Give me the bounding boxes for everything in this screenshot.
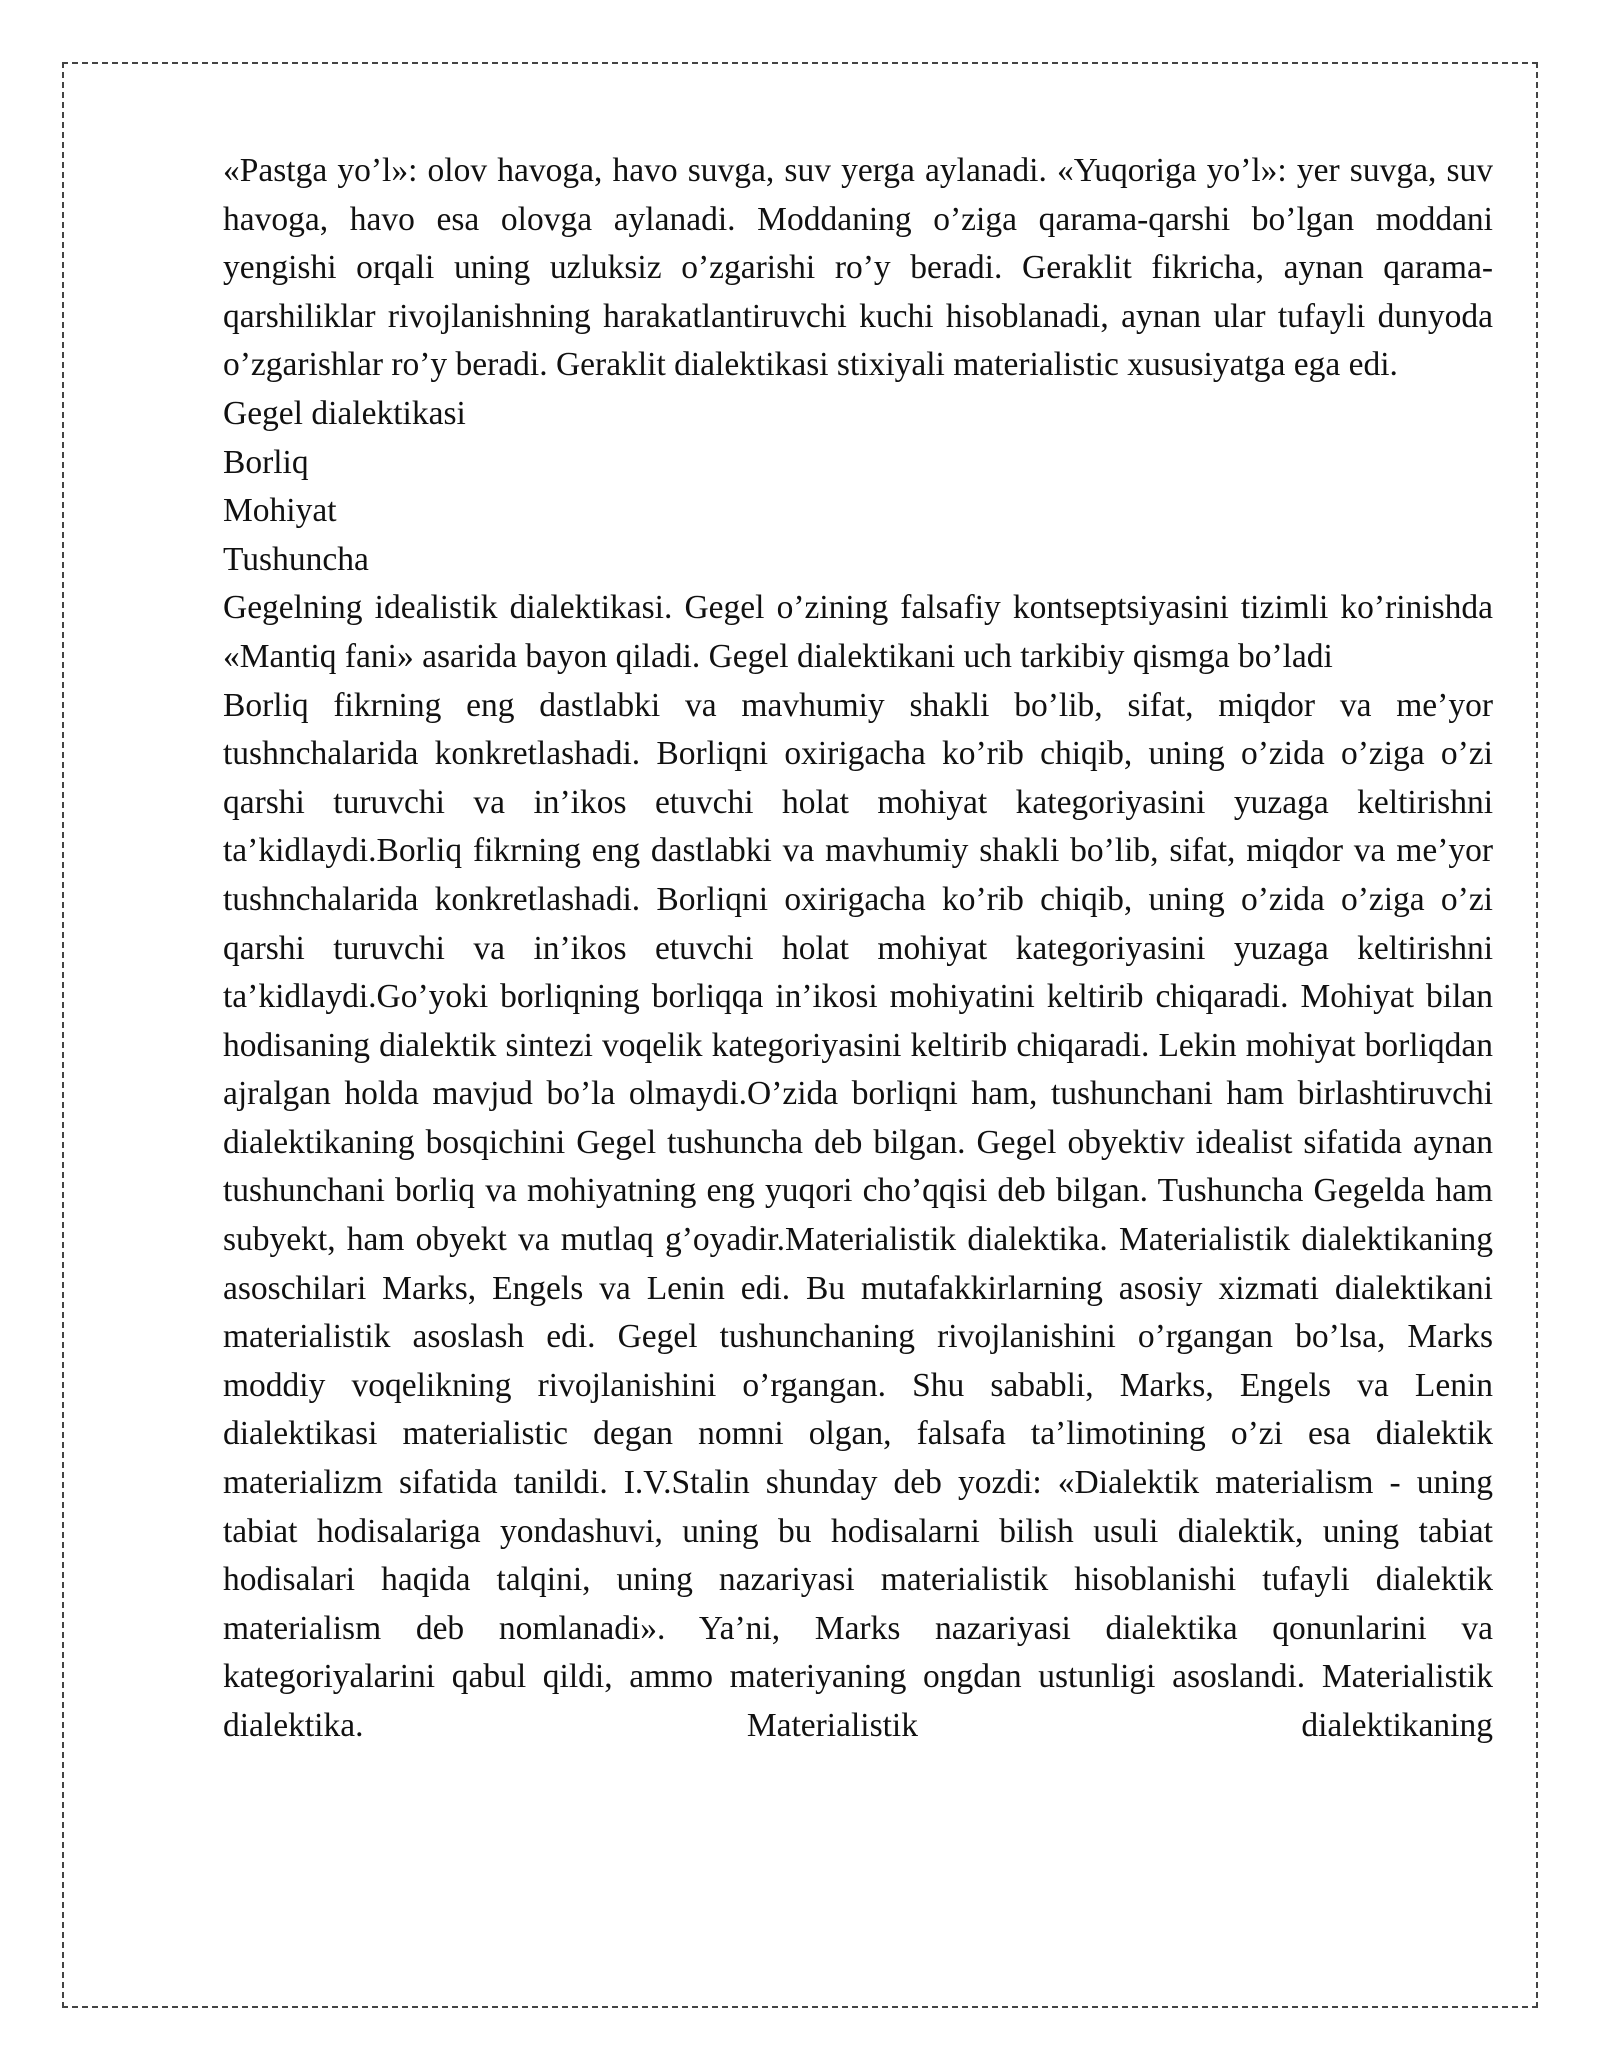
list-item-tushuncha: Tushuncha (223, 540, 369, 578)
paragraph-intro: «Pastga yo’l»: olov havoga, havo suvga, suv yerga aylanadi. «Yuqoriga yo’l»: yer suvga, suv havoga, havo esa olovga aylanadi. Moddaning o’ziga qarama-qarshi bo’lgan moddani yengishi orqali uning uzluksiz o’zgarishi ro’y beradi. Geraklit fikricha, aynan qarama-qarshiliklar rivojlanishning harakatlantiruvchi kuchi hisoblanadi, aynan ular tufayli dunyoda o’zgarishlar ro’y beradi. Geraklit dialektikasi stixiyali materialistic xususiyatga ega edi. (223, 152, 1493, 384)
paragraph-borliq-main: Borliq fikrning eng dastlabki va mavhumiy shakli bo’lib, sifat, miqdor va me’yor tushnchalarida konkretlashadi. Borliqni oxirigacha ko’rib chiqib, uning o’zida o’ziga o’zi qarshi turuvchi va in’ikos etuvchi holat mohiyat kategoriyasini yuzaga keltirishni ta’kidlaydi.Borliq fikrning eng dastlabki va mavhumiy shakli bo’lib, sifat, miqdor va me’yor tushnchalarida konkretlashadi. Borliqni oxirigacha ko’rib chiqib, uning o’zida o’ziga o’zi qarshi turuvchi va in’ikos etuvchi holat mohiyat kategoriyasini yuzaga keltirishni ta’kidlaydi.Go’yoki borliqning borliqqa in’ikosi mohiyatini keltirib chiqaradi. Mohiyat bilan hodisaning dialektik sintezi voqelik kategoriyasini keltirib chiqaradi. Lekin mohiyat borliqdan ajralgan holda mavjud bo’la olmaydi.O’zida borliqni ham, tushunchani ham birlashtiruvchi dialektikaning bosqichini Gegel tushuncha deb bilgan. Gegel obyektiv idealist sifatida aynan tushunchani borliq va mohiyatning eng yuqori cho’qqisi deb bilgan. Tushuncha Gegelda ham subyekt, ham obyekt va mutlaq g’oyadir.Materialistik dialektika. Materialistik dialektikaning asoschilari Marks, Engels va Lenin edi. Bu mutafakkirlarning asosiy xizmati dialektikani materialistik asoslash edi. Gegel tushunchaning rivojlanishini o’rgangan bo’lsa, Marks moddiy voqelikning rivojlanishini o’rgangan. Shu sababli, Marks, Engels va Lenin dialektikasi materialistic degan nomni olgan, falsafa ta’limotining o’zi esa dialektik materializm sifatida tanildi. I.V.Stalin shunday deb yozdi: «Dialektik materialism - uning tabiat hodisalariga yondashuvi, uning bu hodisalarni bilish usuli dialektik, uning tabiat hodisalari haqida talqini, uning nazariyasi materialistik hisoblanishi tufayli dialektik materialism deb nomlanadi». Ya’ni, Marks nazariyasi dialektika qonunlarini va kategoriyalarini qabul qildi, ammo materiyaning ongdan ustunligi asoslandi. Materialistik dialektika. Materialistik dialektikaning (223, 686, 1493, 1744)
list-item-mohiyat: Mohiyat (223, 492, 337, 530)
paragraph-gegel-idealistik: Gegelning idealistik dialektikasi. Gegel o’zining falsafiy kontseptsiyasini tizimli ko’rinishda «Mantiq fani» asarida bayon qiladi. Gegel dialektikani uch tarkibiy qismga bo’ladi (223, 589, 1493, 675)
heading-gegel-dialektikasi: Gegel dialektikasi (223, 394, 466, 432)
list-item-borliq: Borliq (223, 443, 309, 481)
document-body (223, 147, 1493, 1751)
